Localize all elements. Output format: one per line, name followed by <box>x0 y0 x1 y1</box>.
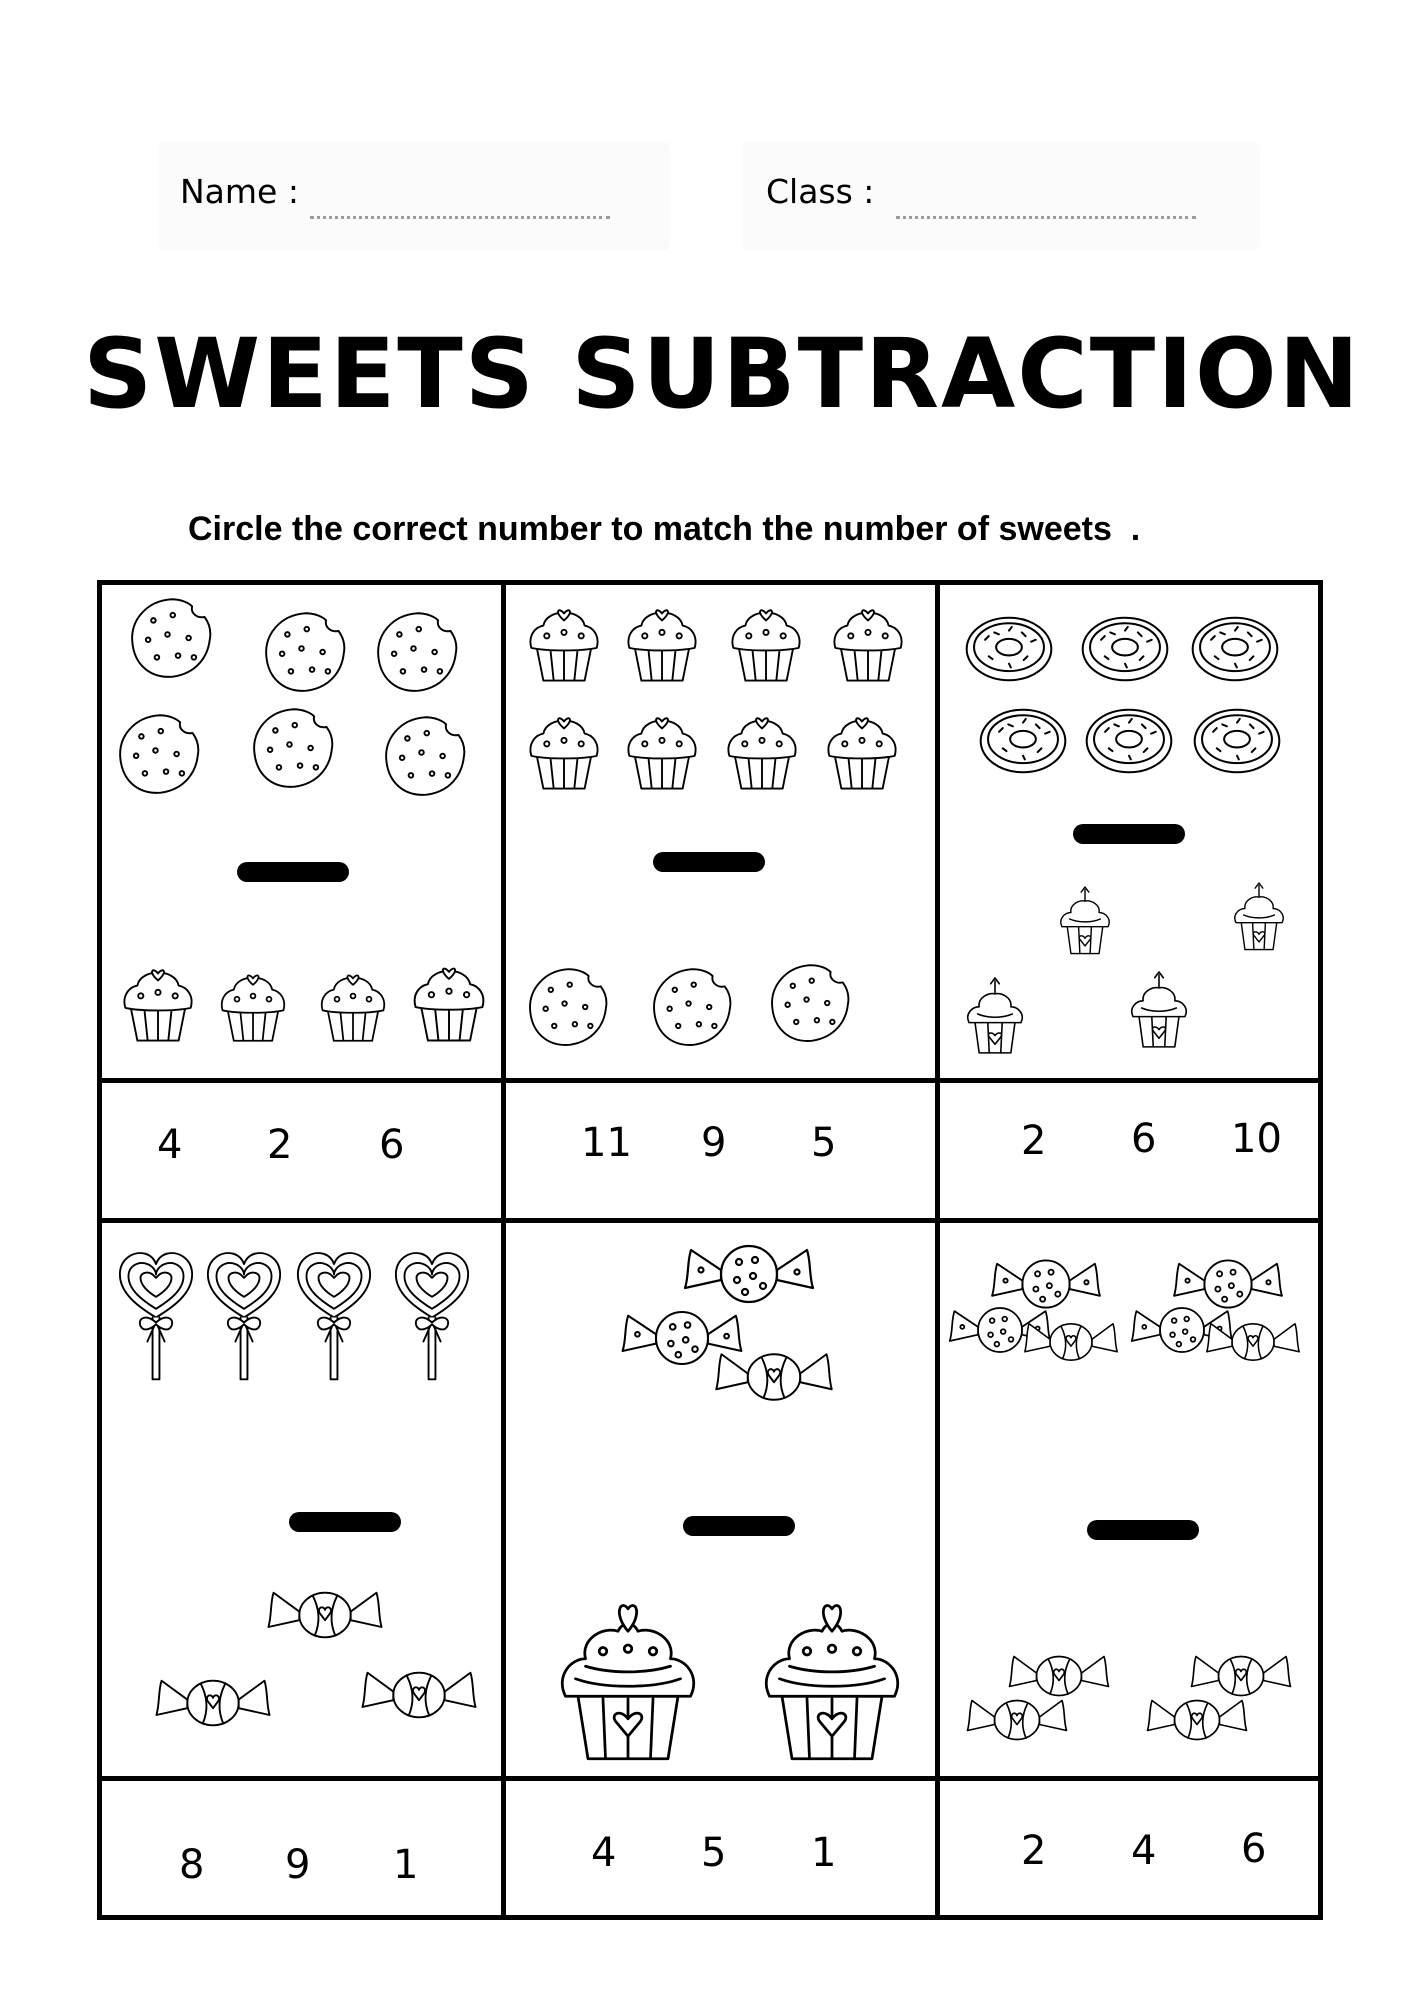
class-field <box>742 142 1260 250</box>
fancy-cupcake-icon <box>1123 964 1195 1052</box>
answer-choice[interactable]: 4 <box>591 1830 617 1876</box>
answer-choice[interactable]: 5 <box>701 1830 727 1876</box>
fancy-cupcake-icon <box>959 970 1031 1058</box>
candy-icon <box>265 1580 385 1650</box>
class-label: Class : <box>766 172 875 211</box>
grid-line <box>501 580 506 1920</box>
name-field <box>158 142 670 250</box>
candy-icon <box>963 1690 1071 1750</box>
answer-choice[interactable]: 9 <box>285 1842 311 1888</box>
cupcake-icon <box>719 706 805 792</box>
minus-sign <box>1073 824 1185 844</box>
answer-choice[interactable]: 9 <box>701 1120 727 1166</box>
cookie-icon <box>249 704 337 792</box>
grid-line <box>1318 580 1323 1920</box>
grid-line <box>935 580 940 1920</box>
cupcake-icon <box>723 598 809 684</box>
minus-sign <box>653 852 765 872</box>
donut-icon <box>1189 612 1281 686</box>
candy-icon <box>709 1342 839 1412</box>
donut-icon <box>977 704 1069 778</box>
grid-line <box>97 1915 1323 1920</box>
candy-icon <box>153 1668 273 1738</box>
minus-sign <box>237 862 349 882</box>
donut-icon <box>1083 704 1175 778</box>
big-cupcake-icon <box>757 1576 907 1764</box>
answer-choice[interactable]: 2 <box>1021 1828 1047 1874</box>
cupcake-icon <box>213 964 293 1044</box>
donut-icon <box>963 612 1055 686</box>
grid-line <box>97 580 102 1920</box>
cookie-icon <box>115 710 203 798</box>
candy-icon <box>1017 1314 1125 1370</box>
lollipop-icon <box>113 1244 199 1384</box>
cookie-icon <box>261 608 349 696</box>
problem-grid <box>97 580 1323 1920</box>
cupcake-icon <box>313 964 393 1044</box>
cupcake-icon <box>405 956 493 1044</box>
fancy-cupcake-icon <box>1227 876 1291 954</box>
cookie-icon <box>649 964 735 1050</box>
candy-icon <box>1143 1690 1251 1750</box>
candy-icon <box>1199 1314 1307 1370</box>
answer-choice[interactable]: 1 <box>811 1830 837 1876</box>
name-label: Name : <box>180 172 299 211</box>
fancy-cupcake-icon <box>1053 880 1117 958</box>
donut-icon <box>1079 612 1171 686</box>
instruction-text: Circle the correct number to match the number of sweets . <box>188 510 1141 548</box>
cookie-icon <box>767 960 853 1046</box>
cupcake-icon <box>521 706 607 792</box>
candy-icon <box>359 1660 479 1730</box>
cupcake-icon <box>819 706 905 792</box>
lollipop-icon <box>389 1244 475 1384</box>
cookie-icon <box>373 608 461 696</box>
cupcake-icon <box>115 958 201 1044</box>
answer-choice[interactable]: 6 <box>379 1122 405 1168</box>
answer-choice[interactable]: 11 <box>581 1120 632 1166</box>
answer-choice[interactable]: 2 <box>1021 1118 1047 1164</box>
cookie-icon <box>525 964 611 1050</box>
name-write-line[interactable] <box>310 216 610 219</box>
answer-choice[interactable]: 6 <box>1131 1116 1157 1162</box>
answer-choice[interactable]: 1 <box>393 1842 419 1888</box>
cupcake-icon <box>619 706 705 792</box>
grid-line <box>97 580 1323 585</box>
cupcake-icon <box>825 598 911 684</box>
lollipop-icon <box>201 1244 287 1384</box>
lollipop-icon <box>291 1244 377 1384</box>
answer-choice[interactable]: 6 <box>1241 1826 1267 1872</box>
minus-sign <box>683 1516 795 1536</box>
big-cupcake-icon <box>553 1576 703 1764</box>
cookie-icon <box>127 594 215 682</box>
grid-line <box>97 1218 1323 1223</box>
answer-choice[interactable]: 4 <box>1131 1828 1157 1874</box>
class-write-line[interactable] <box>896 216 1196 219</box>
grid-line <box>97 1078 1323 1083</box>
answer-choice[interactable]: 5 <box>811 1120 837 1166</box>
cupcake-icon <box>619 598 705 684</box>
cupcake-icon <box>521 598 607 684</box>
donut-icon <box>1191 704 1283 778</box>
grid-line <box>97 1776 1323 1781</box>
answer-choice[interactable]: 4 <box>157 1122 183 1168</box>
answer-choice[interactable]: 2 <box>267 1122 293 1168</box>
minus-sign <box>289 1512 401 1532</box>
minus-sign <box>1087 1520 1199 1540</box>
cookie-icon <box>381 712 469 800</box>
answer-choice[interactable]: 8 <box>179 1842 205 1888</box>
answer-choice[interactable]: 10 <box>1231 1116 1282 1162</box>
worksheet-title: SWEETS SUBTRACTION <box>83 318 1361 430</box>
